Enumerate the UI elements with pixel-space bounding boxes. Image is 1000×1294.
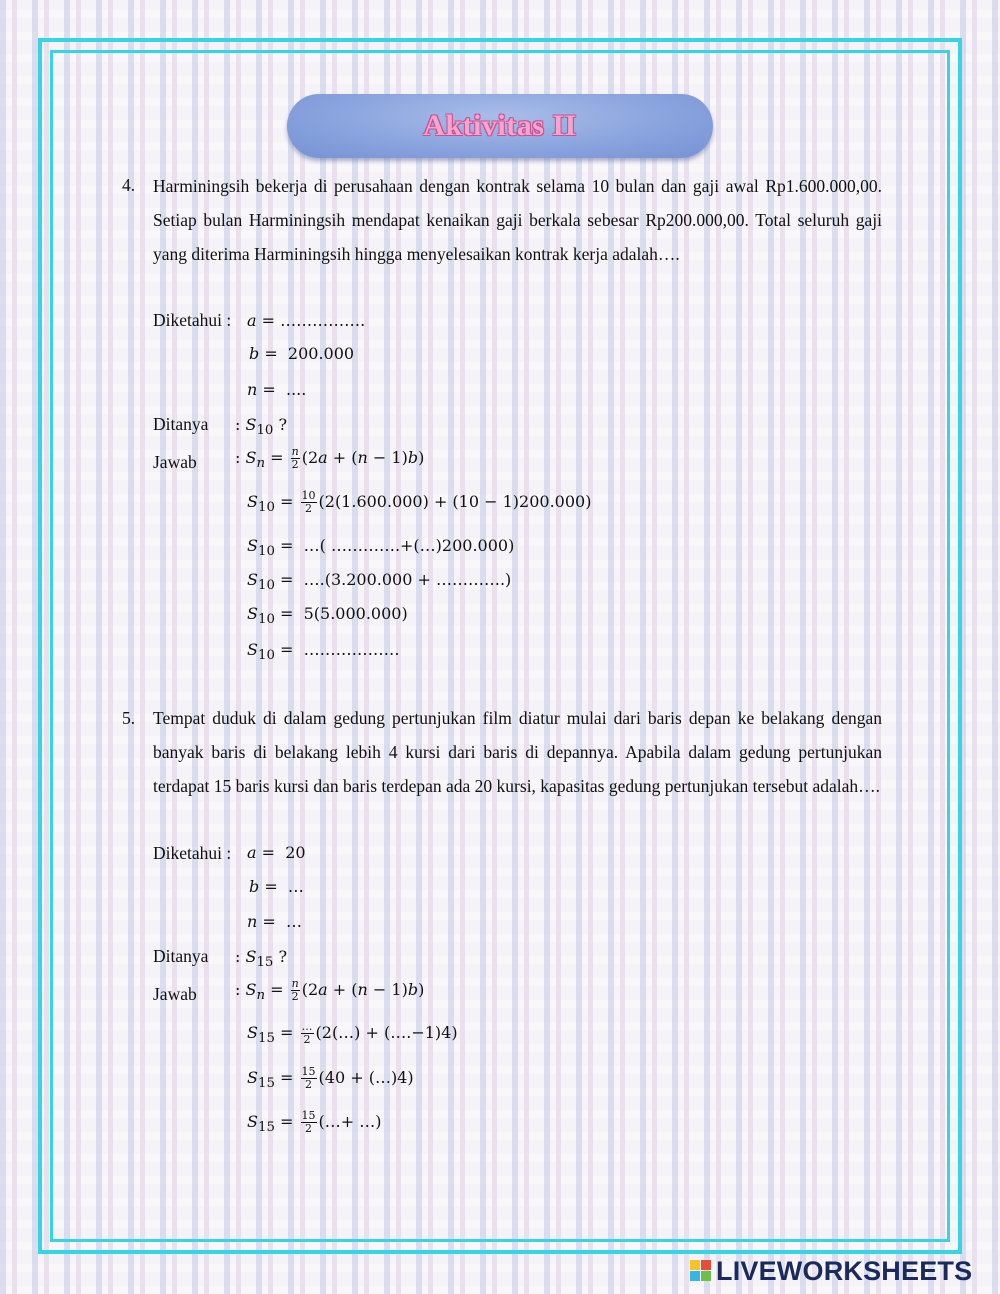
q4-step-3: $S_{10}$ = ….(3.200.000 + ………….) xyxy=(247,570,512,594)
q4-b-value: 200.000 xyxy=(287,344,355,363)
title-banner xyxy=(287,94,713,158)
q4-jawab-label: Jawab xyxy=(153,452,197,472)
q4-step-5: $S_{10}$ = ……………… xyxy=(247,640,400,664)
q5-step-2-expr: (40 + (…)4) xyxy=(318,1068,414,1087)
q5-step-1: $S_{15}$ = $\frac{\dots}{2}$ (2(…) + (….−1)4) xyxy=(247,1020,458,1047)
q4-b-line: b = 200.000 xyxy=(249,344,355,363)
question-4-number: 4. xyxy=(122,175,136,195)
q4-a-line: a = ……………. xyxy=(247,311,366,330)
q4-ditanya-label: Ditanya xyxy=(153,414,209,434)
q4-step-1-expr: (2(1.600.000) + (10 − 1)200.000) xyxy=(318,492,592,511)
q5-ditanya-subscript: 15 xyxy=(256,955,274,971)
brand-logo-icon xyxy=(690,1260,712,1282)
q4-n-line: n = .... xyxy=(247,380,307,399)
q4-formula: : $S_n$ = $\frac{n}{2}$ (2a + (n − 1)b) xyxy=(235,445,425,472)
q4-step-4: $S_{10} = 5(5.000.000)$ xyxy=(247,604,408,628)
q5-step-3-expr: (…+ …) xyxy=(318,1112,382,1131)
brand-name: LIVEWORKSHEETS xyxy=(716,1255,973,1286)
question-5-text: Tempat duduk di dalam gedung pertunjukan film diatur mulai dari baris depan ke belakang dengan banyak baris di belakang lebih 4 kursi dari baris di depannya. Apabila dalam gedung pertunjukan terdapat 15 baris kursi dan baris terdepan ada 20 kursi, kapasitas gedung pertunjukan tersebut adalah…. xyxy=(153,708,882,796)
q4-diketahui-label: Diketahui : xyxy=(153,310,232,330)
q5-diketahui-label: Diketahui : xyxy=(153,843,232,863)
q5-step-1-expr: (2(…) + (….−1)4) xyxy=(315,1023,458,1042)
question-5-number: 5. xyxy=(122,708,136,728)
question-4-text: Harminingsih bekerja di perusahaan dengan kontrak selama 10 bulan dan gaji awal Rp1.600.000,00. Setiap bulan Harminingsih mendapat kenaikan gaji berkala sebesar Rp200.000,00. Total seluruh gaji yang diterima Harminingsih hingga menyelesaikan kontrak kerja adalah…. xyxy=(153,176,882,264)
q4-step-2: $S_{10}$ = …( ………….+(…)200.000) xyxy=(247,536,515,560)
q4-step-1: $S_{10}$ = $\frac{10}{2}$ (2(1.600.000) + (10 − 1)200.000) xyxy=(247,489,592,516)
q4-step-3-expr: ….(3.200.000 + ………….) xyxy=(303,570,512,589)
q5-formula: : $S_n$ = $\frac{n}{2}$ (2a + (n − 1)b) xyxy=(235,977,425,1004)
q5-step-2: $S_{15}$ = $\frac{15}{2}$ (40 + (…)4) xyxy=(247,1065,414,1092)
q5-a-line: a = 20 xyxy=(247,843,306,862)
q5-step-3: $S_{15}$ = $\frac{15}{2}$ (…+ …) xyxy=(247,1109,382,1136)
q5-ditanya-label: Ditanya xyxy=(153,946,209,966)
q4-ditanya-value: : $S_{10}$ ? xyxy=(235,415,288,439)
q4-ditanya-subscript: 10 xyxy=(256,423,274,439)
liveworksheets-logo[interactable] xyxy=(690,1256,972,1286)
q4-step-5-expr: ……………… xyxy=(303,640,400,659)
page-title: Aktivitas II xyxy=(423,109,577,142)
q4-step-4-expr: 5(5.000.000) xyxy=(303,604,408,623)
q5-n-value: … xyxy=(285,912,302,931)
q5-a-value: 20 xyxy=(285,843,306,862)
q4-n-value: .... xyxy=(285,380,307,399)
q5-b-line: b = … xyxy=(249,877,304,896)
q5-b-value: … xyxy=(287,877,304,896)
q5-n-line: n = … xyxy=(247,912,302,931)
q5-ditanya-value: : $S_{15}$ ? xyxy=(235,947,288,971)
q4-step-2-expr: …( ………….+(…)200.000) xyxy=(303,536,515,555)
q5-jawab-label: Jawab xyxy=(153,984,197,1004)
q4-a-value: ……………. xyxy=(280,311,366,330)
